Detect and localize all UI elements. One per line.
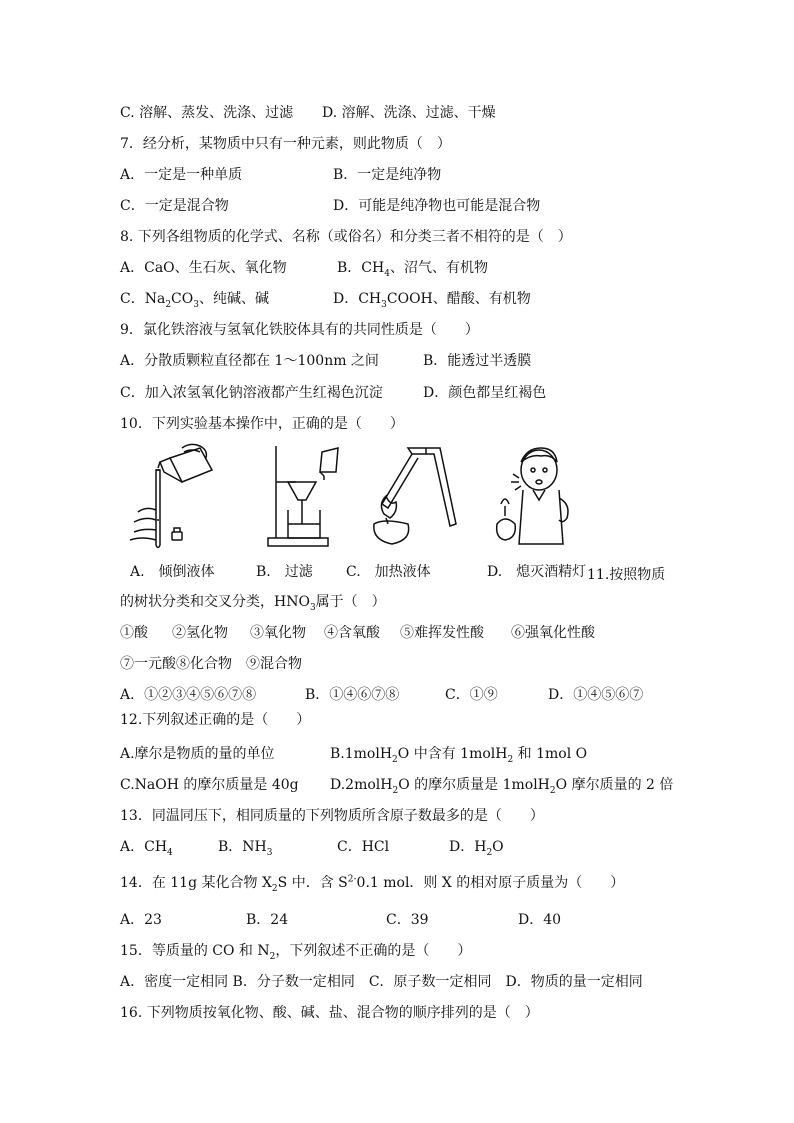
q14-option-c: C．39: [386, 912, 429, 928]
q11-item-4: ④含氧酸: [324, 625, 380, 641]
q11-option-b: B．①④⑥⑦⑧: [305, 687, 400, 703]
q9-stem: 9．氯化铁溶液与氢氧化铁胶体具有的共同性质是（ ）: [120, 322, 479, 338]
q11-stem-part1: 11.按照物质: [587, 567, 666, 583]
q12-option-c: C.NaOH 的摩尔质量是 40g: [120, 777, 299, 793]
q14-option-a: A．23: [120, 912, 162, 928]
q11-item-6: ⑥强氧化性酸: [511, 625, 595, 641]
q10-stem: 10．下列实验基本操作中，正确的是（ ）: [120, 416, 404, 432]
figure-extinguish-lamp: [493, 444, 579, 552]
q8-option-a: A．CaO、生石灰、氧化物: [120, 260, 287, 276]
q12-option-b: B.1molH$_2$O 中含有 1molH$_2$ 和 1mol O: [330, 746, 588, 765]
q13-option-d: D．$H_2O$: [449, 839, 504, 858]
q8-option-d: D．$CH_3COOH$、醋酸、有机物: [333, 291, 531, 310]
q14-option-d: D．40: [518, 912, 562, 928]
q13-option-b: B．$NH_3$: [218, 839, 273, 858]
q13-stem: 13．同温同压下，相同质量的下列物质所含原子数最多的是（ ）: [120, 808, 544, 824]
q12-option-a: A.摩尔是物质的量的单位: [120, 746, 275, 762]
q6-option-d: D. 溶解、洗涤、过滤、干燥: [322, 105, 496, 121]
q10-option-d: D. 熄灭酒精灯: [487, 564, 587, 580]
q7-option-c: C．一定是混合物: [120, 198, 229, 214]
figure-pouring-liquid: [120, 440, 220, 555]
q8-stem: 8. 下列各组物质的化学式、名称（或俗名）和分类三者不相符的是（ ）: [120, 229, 572, 245]
q9-option-b: B．能透过半透膜: [423, 353, 532, 369]
q11-option-a: A．①②③④⑤⑥⑦⑧: [120, 687, 257, 703]
q10-option-a: A. 倾倒液体: [130, 564, 215, 580]
q14-option-b: B．24: [246, 912, 289, 928]
q6-option-c: C. 溶解、蒸发、洗涤、过滤: [120, 105, 294, 121]
q11-item-1: ①酸: [120, 625, 148, 641]
q8-option-c: C．$Na_2CO_3$、纯碱、碱: [120, 291, 269, 310]
q7-stem: 7．经分析，某物质中只有一种元素，则此物质（ ）: [120, 136, 451, 152]
q11-item-2: ②氢化物: [172, 625, 228, 641]
q13-option-c: C．HCl: [337, 839, 390, 855]
q11-option-d: D．①④⑤⑥⑦: [548, 687, 644, 703]
q11-item-5: ⑤难挥发性酸: [400, 625, 484, 641]
q9-option-a: A．分散质颗粒直径都在 1～100nm 之间: [120, 353, 379, 369]
q7-option-b: B．一定是纯净物: [333, 167, 442, 183]
q10-option-c: C. 加热液体: [346, 564, 431, 580]
q9-option-d: D．颜色都呈红褐色: [423, 385, 547, 401]
q13-option-a: A．$CH_4$: [120, 839, 173, 858]
q8-option-b: B．$CH_4$、沼气、有机物: [337, 260, 488, 279]
q12-stem: 12.下列叙述正确的是（ ）: [120, 712, 311, 728]
q14-stem: 14．在 11g 某化合物 $X_2S$ 中．含 $S^{2-}0.1$ mol．则 X 的相对原子质量为（ ）: [120, 874, 625, 894]
q11-item-3: ③氧化物: [250, 625, 306, 641]
q11-items-row2: ⑦一元酸⑧化合物 ⑨混合物: [120, 656, 302, 672]
q10-option-b: B. 过滤: [256, 564, 313, 580]
q11-stem-part2: 的树状分类和交叉分类，$HNO_3$属于（ ）: [120, 594, 386, 613]
q9-option-c: C．加入浓氢氧化钠溶液都产生红褐色沉淀: [120, 385, 383, 401]
q15-stem: 15．等质量的 CO 和 $N_2$，下列叙述不正确的是（ ）: [120, 943, 472, 962]
q12-option-d: D.2molH$_2$O 的摩尔质量是 1molH$_2$O 摩尔质量的 2 倍: [330, 777, 674, 796]
figure-heating-liquid: [368, 444, 468, 548]
q7-option-d: D．可能是纯净物也可能是混合物: [333, 198, 541, 214]
q11-option-c: C．①⑨: [445, 687, 498, 703]
q15-options: A．密度一定相同 B．分子数一定相同 C．原子数一定相同 D．物质的量一定相同: [120, 974, 643, 990]
q16-stem: 16. 下列物质按氧化物、酸、碱、盐、混合物的顺序排列的是（ ）: [120, 1005, 539, 1021]
q7-option-a: A．一定是一种单质: [120, 167, 243, 183]
figure-filtration: [262, 442, 342, 550]
